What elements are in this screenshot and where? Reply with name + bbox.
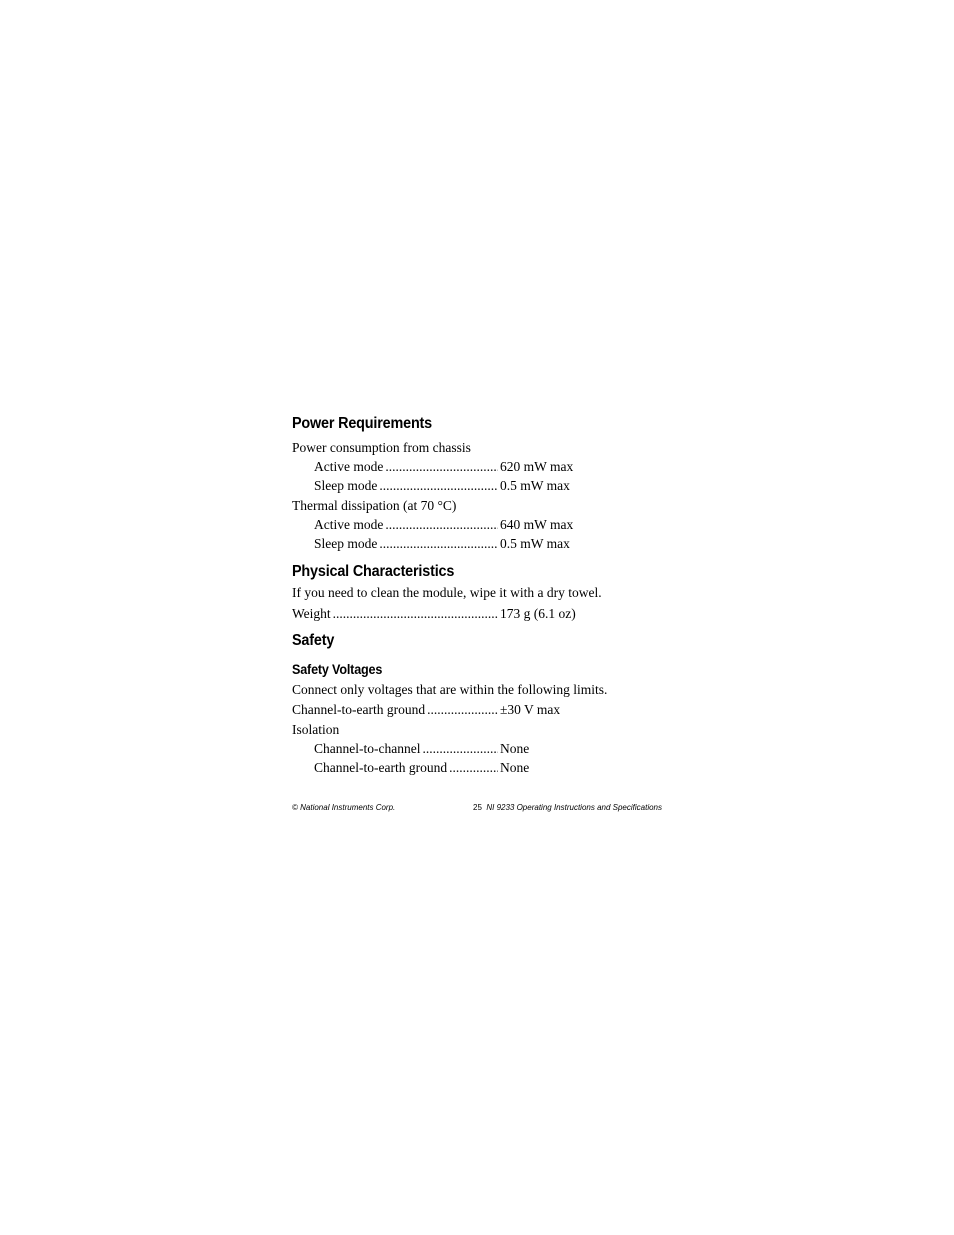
dot-leader [422,739,498,758]
spec-label: Sleep mode [314,536,378,551]
spec-value: 173 g (6.1 oz) [500,606,576,621]
safety-note: Connect only voltages that are within the following limits. [292,682,608,697]
spec-value: 0.5 mW max [500,536,570,551]
spec-row [292,457,652,476]
footer-copyright: © National Instruments Corp. [292,803,396,812]
page-number: 25 [473,803,482,812]
spec-value: 0.5 mW max [500,478,570,493]
subsection-heading-safety-voltages: Safety Voltages [292,661,383,677]
spec-label: Active mode [314,517,384,532]
spec-label: Weight [292,606,331,621]
cleaning-note: If you need to clean the module, wipe it with a dry towel. [292,585,602,600]
thermal-dissipation-label: Thermal dissipation (at 70 °C) [292,498,457,513]
spec-row [292,476,652,495]
spec-label: Channel-to-earth ground [314,760,448,775]
section-heading-power: Power Requirements [292,415,433,432]
dot-leader [449,758,498,777]
dot-leader [379,534,498,553]
spec-value: 640 mW max [500,517,574,532]
dot-leader [379,476,498,495]
dot-leader [385,515,498,534]
spec-label: Channel-to-channel [314,741,421,756]
section-heading-safety: Safety [292,632,335,649]
spec-value: None [500,760,530,775]
page-footer [292,802,664,814]
isolation-label: Isolation [292,722,340,737]
spec-content [292,414,664,777]
spec-value: ±30 V max [500,702,561,717]
spec-row [292,604,652,623]
spec-row [292,700,652,719]
spec-row [292,534,652,553]
spec-row [292,739,652,758]
dot-leader [427,700,498,719]
spec-label: Sleep mode [314,478,378,493]
spec-label: Channel-to-earth ground [292,702,426,717]
spec-value: None [500,741,530,756]
spec-label: Active mode [314,459,384,474]
dot-leader [385,457,498,476]
dot-leader [333,604,498,623]
footer-document-title: NI 9233 Operating Instructions and Specifications [486,803,662,812]
spec-value: 620 mW max [500,459,574,474]
power-consumption-label: Power consumption from chassis [292,440,471,455]
spec-row [292,758,652,777]
section-heading-physical: Physical Characteristics [292,563,455,580]
spec-row [292,515,652,534]
